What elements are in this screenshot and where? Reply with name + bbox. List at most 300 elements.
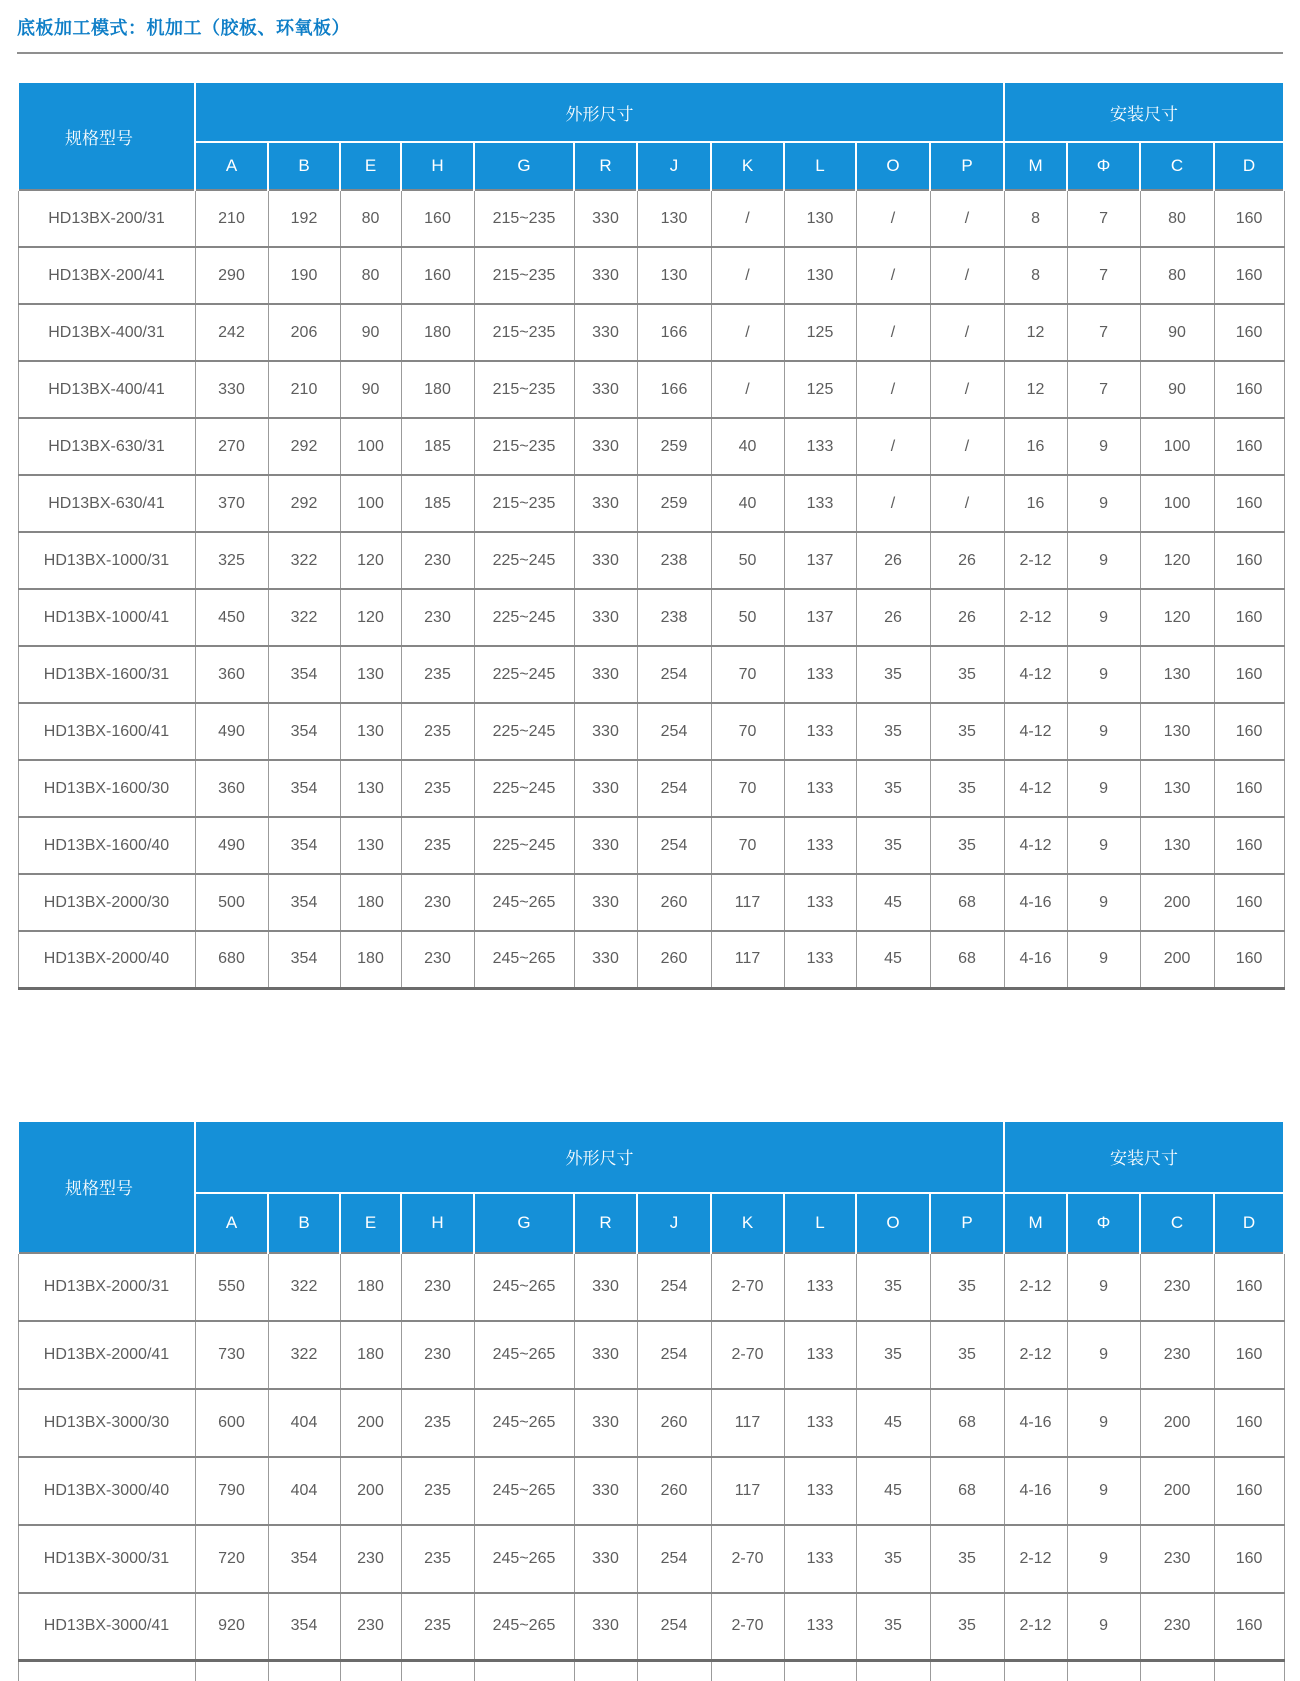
value-cell: 160: [1214, 190, 1284, 247]
value-cell: 290: [195, 247, 268, 304]
table-row: [18, 475, 1284, 532]
value-cell: 80: [1140, 247, 1214, 304]
value-cell: 130: [1140, 817, 1214, 874]
model-cell: HD13BX-2000/31: [18, 1253, 195, 1321]
value-cell: 12: [1004, 361, 1067, 418]
value-cell: 133: [784, 646, 856, 703]
value-cell: 215~235: [474, 190, 574, 247]
value-cell: 370: [195, 475, 268, 532]
value-cell: 230: [1140, 1253, 1214, 1321]
value-cell: 160: [1214, 1389, 1284, 1457]
value-cell: 450: [195, 589, 268, 646]
empty-cell: [401, 1661, 474, 1681]
model-cell: HD13BX-1600/41: [18, 703, 195, 760]
value-cell: 192: [268, 190, 340, 247]
value-cell: /: [856, 418, 930, 475]
value-cell: 9: [1067, 1321, 1140, 1389]
value-cell: /: [930, 361, 1004, 418]
value-cell: 245~265: [474, 1525, 574, 1593]
column-header-L: L: [784, 142, 856, 190]
value-cell: 4-12: [1004, 817, 1067, 874]
value-cell: 130: [784, 247, 856, 304]
value-cell: 9: [1067, 1457, 1140, 1525]
value-cell: 330: [574, 190, 637, 247]
value-cell: 9: [1067, 874, 1140, 931]
value-cell: 330: [574, 1457, 637, 1525]
value-cell: 7: [1067, 361, 1140, 418]
model-cell: HD13BX-200/41: [18, 247, 195, 304]
value-cell: 330: [574, 247, 637, 304]
empty-cell: [1004, 1661, 1067, 1681]
model-cell: HD13BX-2000/30: [18, 874, 195, 931]
empty-cell: [268, 1661, 340, 1681]
value-cell: 160: [1214, 247, 1284, 304]
value-cell: 117: [711, 874, 784, 931]
value-cell: 180: [401, 361, 474, 418]
page-title: 底板加工模式：机加工（胶板、环氧板）: [17, 18, 350, 38]
header-group-row: [18, 1121, 1284, 1193]
value-cell: 2-12: [1004, 1525, 1067, 1593]
value-cell: 35: [856, 817, 930, 874]
value-cell: 260: [637, 931, 711, 988]
value-cell: 35: [856, 1321, 930, 1389]
value-cell: 133: [784, 1593, 856, 1661]
value-cell: 137: [784, 532, 856, 589]
value-cell: 230: [401, 1321, 474, 1389]
model-cell: HD13BX-3000/31: [18, 1525, 195, 1593]
column-header-E: E: [340, 1193, 401, 1253]
value-cell: 70: [711, 646, 784, 703]
value-cell: 215~235: [474, 418, 574, 475]
spec-table-lower: [17, 1120, 1285, 1681]
table-row: [18, 1321, 1284, 1389]
model-cell: HD13BX-1000/31: [18, 532, 195, 589]
column-header-Φ: Φ: [1067, 142, 1140, 190]
value-cell: 35: [856, 760, 930, 817]
empty-cell: [1067, 1661, 1140, 1681]
value-cell: 354: [268, 931, 340, 988]
value-cell: 4-16: [1004, 931, 1067, 988]
value-cell: 200: [340, 1389, 401, 1457]
value-cell: 720: [195, 1525, 268, 1593]
value-cell: 50: [711, 589, 784, 646]
value-cell: 160: [1214, 1593, 1284, 1661]
table-header: [18, 1121, 1284, 1253]
value-cell: 180: [340, 874, 401, 931]
value-cell: 354: [268, 874, 340, 931]
value-cell: 500: [195, 874, 268, 931]
value-cell: 230: [401, 874, 474, 931]
value-cell: 160: [1214, 589, 1284, 646]
value-cell: 2-70: [711, 1525, 784, 1593]
value-cell: 26: [856, 532, 930, 589]
value-cell: 9: [1067, 646, 1140, 703]
value-cell: 680: [195, 931, 268, 988]
value-cell: 230: [1140, 1525, 1214, 1593]
value-cell: 68: [930, 1389, 1004, 1457]
value-cell: 230: [401, 931, 474, 988]
value-cell: 330: [574, 1525, 637, 1593]
value-cell: 180: [401, 304, 474, 361]
value-cell: 230: [401, 532, 474, 589]
title-divider: [17, 52, 1283, 54]
value-cell: 133: [784, 1321, 856, 1389]
value-cell: 330: [574, 931, 637, 988]
value-cell: 225~245: [474, 646, 574, 703]
value-cell: 160: [1214, 1525, 1284, 1593]
value-cell: 230: [401, 1253, 474, 1321]
column-header-D: D: [1214, 142, 1284, 190]
value-cell: 130: [784, 190, 856, 247]
value-cell: 40: [711, 418, 784, 475]
value-cell: 35: [930, 760, 1004, 817]
outline-dimensions-header: 外形尺寸: [195, 1121, 1004, 1193]
value-cell: 230: [340, 1593, 401, 1661]
value-cell: 260: [637, 1457, 711, 1525]
column-header-G: G: [474, 1193, 574, 1253]
header-letters-row: [18, 1193, 1284, 1253]
value-cell: 200: [340, 1457, 401, 1525]
value-cell: 245~265: [474, 931, 574, 988]
value-cell: 160: [401, 247, 474, 304]
value-cell: 550: [195, 1253, 268, 1321]
value-cell: 160: [1214, 475, 1284, 532]
column-header-H: H: [401, 142, 474, 190]
value-cell: 50: [711, 532, 784, 589]
value-cell: 330: [574, 874, 637, 931]
value-cell: 133: [784, 418, 856, 475]
value-cell: 45: [856, 1389, 930, 1457]
model-cell: HD13BX-630/41: [18, 475, 195, 532]
empty-cell: [711, 1661, 784, 1681]
value-cell: 100: [1140, 418, 1214, 475]
table-row: [18, 361, 1284, 418]
table-row: [18, 1457, 1284, 1525]
value-cell: 245~265: [474, 1457, 574, 1525]
value-cell: 166: [637, 304, 711, 361]
value-cell: 354: [268, 760, 340, 817]
value-cell: 160: [1214, 418, 1284, 475]
model-cell: HD13BX-630/31: [18, 418, 195, 475]
empty-cell: [637, 1661, 711, 1681]
value-cell: 35: [856, 1525, 930, 1593]
value-cell: 200: [1140, 1457, 1214, 1525]
value-cell: 245~265: [474, 874, 574, 931]
column-header-M: M: [1004, 1193, 1067, 1253]
value-cell: 133: [784, 475, 856, 532]
table-row: [18, 703, 1284, 760]
value-cell: 254: [637, 1253, 711, 1321]
value-cell: /: [856, 475, 930, 532]
value-cell: 133: [784, 1457, 856, 1525]
value-cell: 354: [268, 1525, 340, 1593]
value-cell: 322: [268, 589, 340, 646]
model-cell: HD13BX-2000/41: [18, 1321, 195, 1389]
value-cell: 70: [711, 703, 784, 760]
value-cell: 166: [637, 361, 711, 418]
value-cell: 8: [1004, 190, 1067, 247]
mounting-dimensions-header: 安装尺寸: [1004, 1121, 1284, 1193]
value-cell: 180: [340, 1321, 401, 1389]
value-cell: 254: [637, 646, 711, 703]
column-header-J: J: [637, 142, 711, 190]
value-cell: 9: [1067, 1525, 1140, 1593]
value-cell: 130: [340, 646, 401, 703]
column-header-C: C: [1140, 142, 1214, 190]
value-cell: 330: [574, 418, 637, 475]
value-cell: /: [930, 304, 1004, 361]
value-cell: 35: [856, 703, 930, 760]
value-cell: 230: [401, 589, 474, 646]
value-cell: 90: [340, 361, 401, 418]
column-header-O: O: [856, 142, 930, 190]
value-cell: /: [711, 304, 784, 361]
value-cell: 242: [195, 304, 268, 361]
value-cell: 117: [711, 1389, 784, 1457]
column-header-R: R: [574, 142, 637, 190]
value-cell: 254: [637, 817, 711, 874]
table-row: [18, 931, 1284, 988]
value-cell: 490: [195, 703, 268, 760]
value-cell: 235: [401, 703, 474, 760]
spec-model-header: 规格型号: [18, 82, 195, 190]
value-cell: 137: [784, 589, 856, 646]
empty-cell: [18, 1661, 195, 1681]
value-cell: 225~245: [474, 532, 574, 589]
table-row: [18, 190, 1284, 247]
value-cell: 490: [195, 817, 268, 874]
value-cell: /: [930, 247, 1004, 304]
value-cell: 330: [574, 1389, 637, 1457]
value-cell: 292: [268, 475, 340, 532]
table-row: [18, 646, 1284, 703]
table-row: [18, 589, 1284, 646]
value-cell: 254: [637, 703, 711, 760]
value-cell: 160: [1214, 931, 1284, 988]
value-cell: 35: [856, 646, 930, 703]
value-cell: 35: [930, 1525, 1004, 1593]
value-cell: 235: [401, 760, 474, 817]
value-cell: 230: [340, 1525, 401, 1593]
value-cell: 254: [637, 760, 711, 817]
value-cell: 2-12: [1004, 532, 1067, 589]
value-cell: 4-12: [1004, 646, 1067, 703]
model-cell: HD13BX-1600/30: [18, 760, 195, 817]
table-row: [18, 247, 1284, 304]
value-cell: 8: [1004, 247, 1067, 304]
value-cell: 40: [711, 475, 784, 532]
value-cell: 100: [340, 475, 401, 532]
value-cell: 238: [637, 532, 711, 589]
value-cell: 225~245: [474, 760, 574, 817]
value-cell: 330: [574, 589, 637, 646]
value-cell: 26: [856, 589, 930, 646]
value-cell: 90: [1140, 304, 1214, 361]
column-header-A: A: [195, 142, 268, 190]
table-row: [18, 1253, 1284, 1321]
value-cell: 45: [856, 931, 930, 988]
value-cell: 330: [574, 532, 637, 589]
value-cell: 100: [340, 418, 401, 475]
value-cell: /: [856, 304, 930, 361]
value-cell: 9: [1067, 418, 1140, 475]
value-cell: 185: [401, 418, 474, 475]
value-cell: 7: [1067, 247, 1140, 304]
value-cell: 7: [1067, 304, 1140, 361]
value-cell: 2-70: [711, 1321, 784, 1389]
empty-cell: [574, 1661, 637, 1681]
value-cell: /: [856, 361, 930, 418]
value-cell: 4-16: [1004, 1389, 1067, 1457]
table-row: [18, 1525, 1284, 1593]
value-cell: /: [930, 190, 1004, 247]
value-cell: 600: [195, 1389, 268, 1457]
value-cell: 260: [637, 874, 711, 931]
value-cell: 160: [1214, 361, 1284, 418]
value-cell: 2-70: [711, 1593, 784, 1661]
value-cell: 35: [930, 646, 1004, 703]
empty-cell: [1214, 1661, 1284, 1681]
value-cell: 130: [340, 703, 401, 760]
value-cell: 160: [1214, 760, 1284, 817]
table-row: [18, 304, 1284, 361]
value-cell: 325: [195, 532, 268, 589]
value-cell: 133: [784, 760, 856, 817]
value-cell: 26: [930, 532, 1004, 589]
value-cell: 404: [268, 1457, 340, 1525]
value-cell: 330: [574, 475, 637, 532]
value-cell: 254: [637, 1525, 711, 1593]
value-cell: 130: [340, 817, 401, 874]
value-cell: 160: [401, 190, 474, 247]
value-cell: 292: [268, 418, 340, 475]
empty-cell: [784, 1661, 856, 1681]
value-cell: 120: [1140, 532, 1214, 589]
column-header-Φ: Φ: [1067, 1193, 1140, 1253]
model-cell: HD13BX-3000/40: [18, 1457, 195, 1525]
value-cell: 330: [574, 817, 637, 874]
value-cell: 225~245: [474, 589, 574, 646]
column-header-O: O: [856, 1193, 930, 1253]
empty-cell: [930, 1661, 1004, 1681]
value-cell: 9: [1067, 931, 1140, 988]
value-cell: 160: [1214, 304, 1284, 361]
model-cell: HD13BX-3000/41: [18, 1593, 195, 1661]
table-row: [18, 1389, 1284, 1457]
column-header-P: P: [930, 142, 1004, 190]
spec-model-header: 规格型号: [18, 1121, 195, 1253]
value-cell: 238: [637, 589, 711, 646]
value-cell: 133: [784, 1525, 856, 1593]
value-cell: 404: [268, 1389, 340, 1457]
value-cell: 9: [1067, 817, 1140, 874]
value-cell: 9: [1067, 760, 1140, 817]
column-header-A: A: [195, 1193, 268, 1253]
value-cell: 9: [1067, 532, 1140, 589]
empty-cell: [340, 1661, 401, 1681]
value-cell: 215~235: [474, 361, 574, 418]
value-cell: /: [711, 361, 784, 418]
value-cell: 322: [268, 1321, 340, 1389]
value-cell: 254: [637, 1321, 711, 1389]
value-cell: 4-12: [1004, 703, 1067, 760]
value-cell: 210: [195, 190, 268, 247]
value-cell: 2-12: [1004, 589, 1067, 646]
value-cell: 7: [1067, 190, 1140, 247]
value-cell: 235: [401, 646, 474, 703]
value-cell: 9: [1067, 589, 1140, 646]
value-cell: 210: [268, 361, 340, 418]
model-cell: HD13BX-200/31: [18, 190, 195, 247]
column-header-R: R: [574, 1193, 637, 1253]
value-cell: 235: [401, 1457, 474, 1525]
value-cell: 4-16: [1004, 1457, 1067, 1525]
value-cell: 9: [1067, 475, 1140, 532]
value-cell: /: [856, 247, 930, 304]
spec-table-upper: [17, 81, 1285, 990]
value-cell: 354: [268, 817, 340, 874]
value-cell: 133: [784, 817, 856, 874]
value-cell: 2-12: [1004, 1593, 1067, 1661]
empty-cell: [1140, 1661, 1214, 1681]
value-cell: 2-12: [1004, 1253, 1067, 1321]
value-cell: 130: [1140, 646, 1214, 703]
value-cell: 70: [711, 817, 784, 874]
value-cell: 35: [930, 1321, 1004, 1389]
value-cell: 215~235: [474, 304, 574, 361]
value-cell: 160: [1214, 532, 1284, 589]
value-cell: 90: [340, 304, 401, 361]
value-cell: /: [711, 247, 784, 304]
value-cell: 35: [856, 1593, 930, 1661]
value-cell: 9: [1067, 1593, 1140, 1661]
value-cell: 70: [711, 760, 784, 817]
value-cell: 330: [574, 1321, 637, 1389]
value-cell: 45: [856, 1457, 930, 1525]
value-cell: 245~265: [474, 1321, 574, 1389]
value-cell: 133: [784, 931, 856, 988]
value-cell: 790: [195, 1457, 268, 1525]
value-cell: 322: [268, 1253, 340, 1321]
value-cell: 354: [268, 703, 340, 760]
value-cell: /: [930, 475, 1004, 532]
empty-cell: [856, 1661, 930, 1681]
column-header-K: K: [711, 1193, 784, 1253]
value-cell: 125: [784, 304, 856, 361]
value-cell: 206: [268, 304, 340, 361]
value-cell: 160: [1214, 874, 1284, 931]
column-header-B: B: [268, 1193, 340, 1253]
table-row: [18, 760, 1284, 817]
value-cell: 133: [784, 874, 856, 931]
value-cell: 16: [1004, 475, 1067, 532]
column-header-E: E: [340, 142, 401, 190]
column-header-H: H: [401, 1193, 474, 1253]
value-cell: 730: [195, 1321, 268, 1389]
value-cell: 322: [268, 532, 340, 589]
value-cell: 160: [1214, 1457, 1284, 1525]
table-row: [18, 1593, 1284, 1661]
header-group-row: [18, 82, 1284, 142]
value-cell: /: [930, 418, 1004, 475]
outline-dimensions-header: 外形尺寸: [195, 82, 1004, 142]
value-cell: 9: [1067, 1253, 1140, 1321]
value-cell: 90: [1140, 361, 1214, 418]
value-cell: 35: [930, 1253, 1004, 1321]
value-cell: 259: [637, 418, 711, 475]
column-header-J: J: [637, 1193, 711, 1253]
value-cell: 16: [1004, 418, 1067, 475]
